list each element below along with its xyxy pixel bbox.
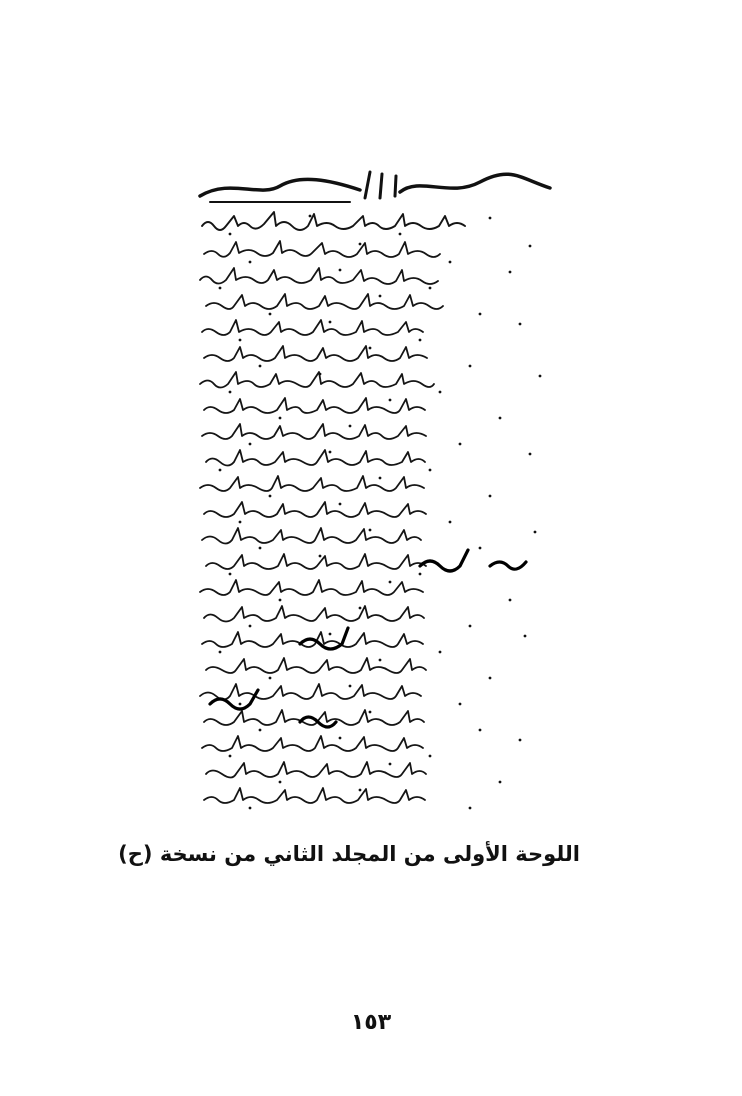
manuscript-plate bbox=[190, 168, 562, 828]
emphasis-words bbox=[210, 550, 526, 727]
manuscript-text-lines bbox=[200, 212, 465, 803]
page-number: ١٥٣ bbox=[350, 1010, 392, 1035]
plate-caption: اللوحة الأولى من المجلد الثاني من نسخة (ح) bbox=[118, 842, 580, 866]
manuscript-handwritten-text bbox=[190, 168, 562, 828]
basmala-calligraphy bbox=[200, 172, 550, 202]
